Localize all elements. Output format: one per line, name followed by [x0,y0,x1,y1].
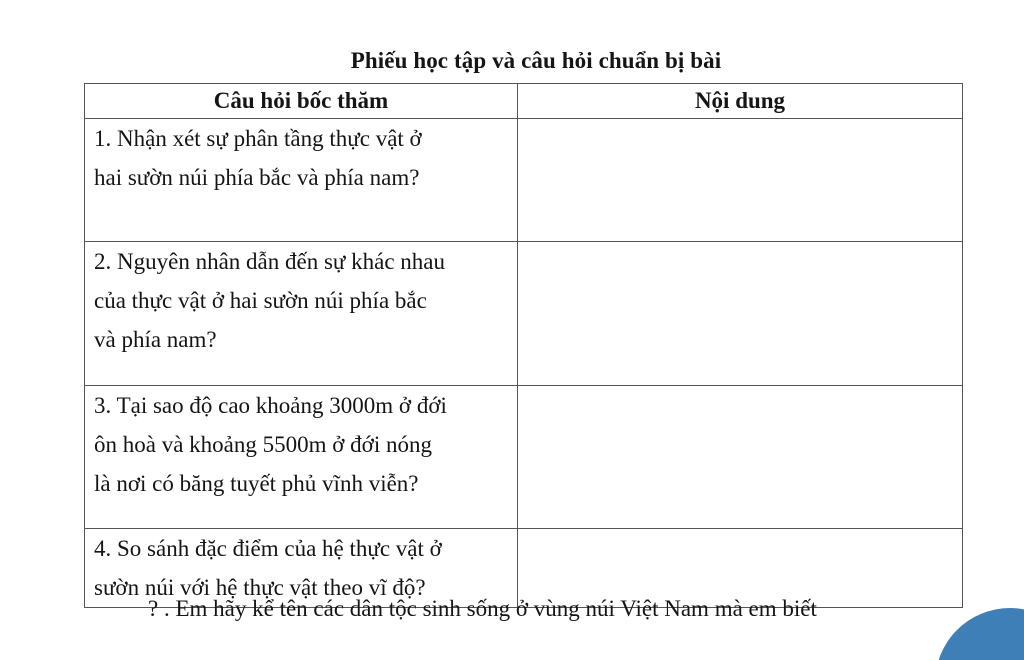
worksheet-table [84,83,963,608]
question-1-line-1: 1. Nhận xét sự phân tầng thực vật ở [94,126,422,151]
question-3-line-3: là nơi có băng tuyết phủ vĩnh viễn? [94,471,419,496]
content-cell-2 [518,242,963,386]
page-title: Phiếu học tập và câu hỏi chuẩn bị bài [350,48,722,73]
question-2-line-2: của thực vật ở hai sườn núi phía bắc [94,288,427,313]
question-cell-1 [85,119,518,242]
table-row [85,386,963,529]
question-3-line-1: 3. Tại sao độ cao khoảng 3000m ở đới [94,393,447,418]
corner-circle-decoration [935,608,1024,660]
question-2-line-1: 2. Nguyên nhân dẫn đến sự khác nhau [94,249,445,274]
question-2-line-3: và phía nam? [94,327,217,352]
column-header-question: Câu hỏi bốc thăm [85,84,518,119]
table-row [85,242,963,386]
question-4-line-1: 4. So sánh đặc điểm của hệ thực vật ở [94,536,442,561]
table-header-row [85,84,963,119]
question-cell-2 [85,242,518,386]
column-header-content: Nội dung [518,84,963,119]
content-cell-1 [518,119,963,242]
question-cell-3 [85,386,518,529]
question-3-line-2: ôn hoà và khoảng 5500m ở đới nóng [94,432,432,457]
footer-question: ? . Em hãy kể tên các dân tộc sinh sống ở vùng núi Việt Nam mà em biết [148,596,817,621]
question-4-line-2: sườn núi với hệ thực vật theo vĩ độ? [94,575,426,600]
content-cell-3 [518,386,963,529]
question-1-line-2: hai sườn núi phía bắc và phía nam? [94,165,420,190]
table-row [85,119,963,242]
